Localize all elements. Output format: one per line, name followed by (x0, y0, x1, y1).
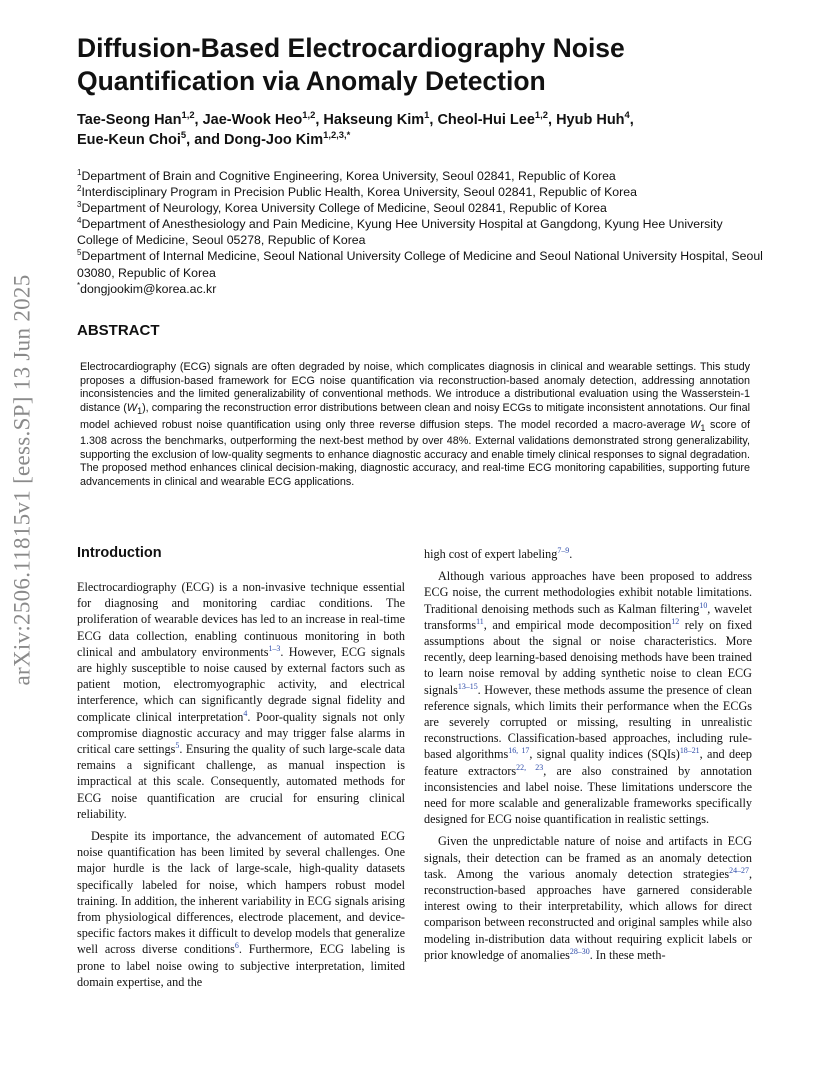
citation-link[interactable]: 4 (243, 708, 248, 718)
citation-link[interactable]: 10 (699, 600, 708, 610)
corresponding-email[interactable]: *dongjookim@korea.ac.kr (77, 280, 217, 296)
affiliation: $^4$Department of Anesthesiology and Pain Medicine, Kyung Hee University Hospital at Gangdong, Kyung Hee University College of Medicine, Seoul 05278, Republic of Korea (77, 216, 723, 248)
arxiv-identifier[interactable]: arXiv:2506.11815v1 [eess.SP] 13 Jun 2025 (10, 274, 36, 686)
citation-link[interactable]: 24–27 (729, 865, 749, 875)
affiliation: $^5$Department of Internal Medicine, Seoul National University College of Medicine and Seoul National University Hospital, Seoul 03080, Republic of Korea (77, 248, 763, 280)
citation-link[interactable]: 13–15 (457, 681, 478, 691)
intro-paragraph-3: Although various approaches have been proposed to address ECG noise, the current methodologies exhibit notable limitations. Traditional denoising methods such as Kalman filtering$^{10}$, wavelet transforms$^{11}$, and empirical mode decomposition$^{12}$ rely on fixed assumptions about the signal or noise characteristics. More recently, deep learning-based denoising methods have been trained to learn noise removal by adding synthetic noise to clean ECG signals$^{13-15}$. However, these methods assume the presence of clean reference signals, which limits their performance when the ECGs are severely corrupted or missing, resulting in unrealistic reconstructions. Classification-based approaches, including rule-based algorithms$^{16, 17}$, signal quality indices (SQIs)$^{18-21}$, and deep feature extractors$^{22, 23}$, are also constrained by annotation inconsistencies and label noise. These limitations underscore the need for more scalable and generalizable frameworks specifically designed for ECG noise quantification in realistic settings. (424, 569, 753, 827)
affiliation: $^3$Department of Neurology, Korea University College of Medicine, Seoul 02841, Republic of Korea (77, 200, 607, 216)
citation-link[interactable]: 5 (175, 740, 180, 750)
citation-link[interactable]: 18–21 (679, 746, 700, 756)
arxiv-sidebar (6, 274, 40, 686)
author: Hyub Huh$^4$ (556, 109, 630, 128)
intro-paragraph-2: Despite its importance, the advancement of automated ECG noise quantification has been limited by several challenges. One major hurdle is the lack of large-scale, high-quality datasets specifically labeled for noise, which hampers robust model training. In addition, the inherent variability in ECG signals arising from physiological differences, electrode placement, and device-specific factors makes it difficult to develop models that generalize well across diverse conditions$^6$. Furthermore, ECG labeling is prone to label noise owing to subjective interpretation, limited domain expertise, and the (77, 829, 405, 989)
citation-link[interactable]: 28–30 (569, 946, 590, 956)
introduction-heading: Introduction (77, 545, 162, 561)
affiliation: $^1$Department of Brain and Cognitive Engineering, Korea University, Seoul 02841, Republic of Korea (77, 167, 616, 183)
citation-link[interactable]: 16, 17 (508, 746, 530, 756)
author: Hakseung Kim$^1$ (323, 109, 430, 128)
citation-link[interactable]: 6 (234, 941, 239, 951)
paper-title: Diffusion-Based Electrocardiography Noise Quantification via Anomaly Detection (77, 33, 625, 96)
author: Dong-Joo Kim$^{1,2,3,*}$ (224, 129, 351, 148)
author: Jae-Wook Heo$^{1,2}$ (202, 109, 316, 128)
intro-paragraph-2-cont: high cost of expert labeling$^{7-9}$. (424, 545, 573, 561)
right-column (424, 546, 752, 969)
citation-link[interactable]: 1–3 (268, 643, 281, 653)
intro-paragraph-4: Given the unpredictable nature of noise and artifacts in ECG signals, their detection can be framed as an anomaly detection task. Among the various anomaly detection strategies$^{24-27}$, reconstruction-based approaches have garnered considerable interest owing to their interpretability, which allows for direct comparison between reconstructed and original samples while also modeling in-distribution data without requiring explicit labels or prior knowledge of anomalies$^{28-30}$. In these meth- (424, 834, 752, 962)
author-list: Tae-Seong Han$^{1,2}$, Jae-Wook Heo$^{1,2}$, Hakseung Kim$^1$, Cheol-Hui Lee$^{1,2}$, Hyub Huh$^4$, Eue-Keun Choi$^5$, and Dong-Joo Kim$^{1,2,3,*}$ (77, 109, 634, 148)
citation-link[interactable]: 11 (476, 616, 484, 626)
author: Cheol-Hui Lee$^{1,2}$ (437, 109, 548, 128)
abstract-heading: ABSTRACT (77, 322, 160, 339)
author: Eue-Keun Choi$^5$ (77, 129, 187, 148)
citation-link[interactable]: 22, 23 (516, 762, 544, 772)
abstract-text: Electrocardiography (ECG) signals are often degraded by noise, which complicates diagnosis in clinical and wearable settings. This study proposes a diffusion-based framework for ECG noise quantification via reconstruction-based anomaly detection, addressing annotation inconsistencies and the limited generalizability of conventional methods. We introduce a distributional evaluation using the Wasserstein-1 distance $(W_1)$, comparing the reconstruction error distributions between clean and noisy ECGs to mitigate inconsistent annotations. Our final model achieved robust noise quantification using only three reverse diffusion steps. The model recorded a macro-average $W_1$ score of 1.308 across the benchmarks, outperforming the next-best method by over 48%. External validations demonstrated strong generalizability, supporting the exclusion of low-quality segments to enhance diagnostic accuracy and enable timely clinical responses to signal degradation. The proposed method enhances clinical decision-making, diagnostic accuracy, and real-time ECG monitoring capabilities, supporting future advancements in clinical and wearable ECG applications. (80, 361, 751, 489)
author: Tae-Seong Han$^{1,2}$ (77, 109, 195, 128)
left-column (77, 544, 405, 996)
affiliation: $^2$Interdisciplinary Program in Precision Public Health, Korea University, Seoul 02841, Republic of Korea (77, 184, 637, 200)
citation-link[interactable]: 12 (671, 616, 680, 626)
citation-link[interactable]: 7–9 (557, 545, 570, 555)
intro-paragraph-1: Electrocardiography (ECG) is a non-invasive technique essential for diagnosing and monitoring cardiac conditions. The proliferation of wearable devices has led to an increase in real-time ECG data collection, enabling continuous monitoring in both clinical and ambulatory environments$^{1-3}$. However, ECG signals are highly susceptible to noise caused by external factors such as patient motion, electromyographic activity, and electrical interference, which can significantly degrade signal fidelity and complicate clinical interpretation$^4$. Poor-quality signals not only compromise diagnostic accuracy and may trigger false alarms in critical care settings$^5$. Ensuring the quality of such large-scale data remains a significant challenge, as manual inspection is impractical at this scale. Consequently, automated methods for ECG noise quantification are crucial for ensuring clinical reliability. (77, 580, 406, 821)
affiliations (77, 168, 767, 297)
